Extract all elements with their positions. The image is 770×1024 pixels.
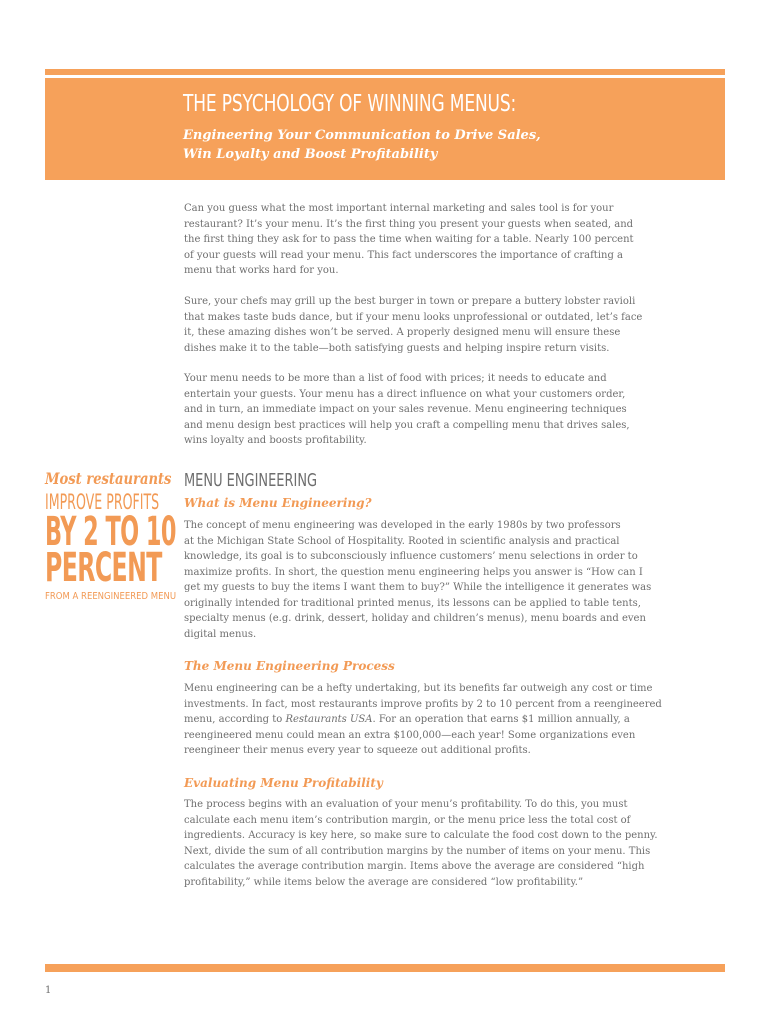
- intro-paragraph-1: [184, 201, 662, 279]
- page-subtitle: [183, 126, 541, 164]
- title-banner: [45, 78, 725, 180]
- text-line: [184, 712, 662, 728]
- text-line: of your guests will read your menu. This fact underscores the importance of crafting a: [184, 249, 623, 261]
- text-line: at the Michigan State School of Hospitality. Rooted in scientific analysis and practical: [184, 535, 620, 547]
- text-line: originally intended for traditional printed menus, its lessons can be applied to table tents,: [184, 597, 641, 609]
- pull-quote-line-2: IMPROVE PROFITS: [45, 490, 160, 514]
- publication-name: Restaurants USA: [285, 714, 373, 725]
- pull-quote-line-5: FROM A REENGINEERED MENU: [45, 591, 177, 602]
- paragraph-process: [184, 681, 662, 759]
- page-number: 1: [45, 985, 52, 996]
- text-line: reengineer their menus every year to squeeze out additional profits.: [184, 745, 531, 756]
- text-line: The concept of menu engineering was developed in the early 1980s by two professors: [184, 520, 621, 531]
- text-line: and in turn, an immediate impact on your sales revenue. Menu engineering techniques: [184, 404, 627, 415]
- text-line: get my guests to buy the items I want them to buy?” While the intelligence it generates was: [184, 582, 652, 593]
- text-line: profitability,” while items below the average are considered “low profitability.”: [184, 876, 584, 888]
- text-line: restaurant? It’s your menu. It’s the first thing you present your guests when seated, and: [184, 218, 634, 230]
- subtitle-line: Engineering Your Communication to Drive Sales,: [183, 128, 541, 143]
- subheading-what-is: What is Menu Engineering?: [184, 496, 372, 510]
- text-line: and menu design best practices will help you craft a compelling menu that drives sales,: [184, 419, 630, 431]
- text-fragment: . For an operation that earns $1 million annually, a: [372, 714, 630, 725]
- text-line: Menu engineering can be a hefty undertaking, but its benefits far outweigh any cost or time: [184, 683, 653, 694]
- text-line: it, these amazing dishes won’t be served. A properly designed menu will ensure these: [184, 327, 621, 338]
- text-line: menu that works hard for you.: [184, 265, 339, 276]
- section-title: MENU ENGINEERING: [184, 470, 318, 491]
- text-line: reengineered menu could mean an extra $100,000—each year! Some organizations even: [184, 729, 636, 741]
- text-line: calculate each menu item’s contribution margin, or the menu price less the total cost of: [184, 814, 631, 826]
- bottom-rule: [45, 964, 725, 972]
- text-line: wins loyalty and boosts profitability.: [184, 435, 367, 446]
- text-line: ingredients. Accuracy is key here, so make sure to calculate the food cost down to the penny.: [184, 830, 658, 841]
- text-line: knowledge, its goal is to subconsciously influence customers’ menu selections in order to: [184, 551, 638, 562]
- text-line: specialty menus (e.g. drink, dessert, holiday and children’s menus), menu boards and even: [184, 613, 646, 624]
- intro-paragraph-2: [184, 294, 662, 356]
- paragraph-evaluating: [184, 797, 662, 890]
- text-line: Can you guess what the most important internal marketing and sales tool is for your: [184, 203, 614, 214]
- text-line: calculates the average contribution margin. Items above the average are considered “high: [184, 861, 645, 872]
- top-rule: [45, 69, 725, 75]
- subtitle-line: Win Loyalty and Boost Profitability: [183, 147, 438, 162]
- text-line: The process begins with an evaluation of your menu’s profitability. To do this, you must: [184, 799, 628, 810]
- text-line: entertain your guests. Your menu has a direct influence on what your customers order,: [184, 388, 626, 400]
- subheading-evaluating: Evaluating Menu Profitability: [184, 776, 383, 790]
- text-fragment: menu, according to: [184, 714, 286, 725]
- text-line: investments. In fact, most restaurants improve profits by 2 to 10 percent from a reengineered: [184, 698, 662, 710]
- pull-quote-line-3: BY 2 TO 10: [45, 509, 176, 555]
- pull-quote-line-1: Most restaurants: [45, 469, 172, 488]
- page-title: THE PSYCHOLOGY OF WINNING MENUS:: [183, 91, 517, 117]
- text-line: dishes make it to the table—both satisfying guests and helping inspire return visits.: [184, 342, 610, 354]
- pull-quote-line-4: PERCENT: [45, 545, 162, 591]
- text-line: digital menus.: [184, 628, 257, 640]
- text-line: Sure, your chefs may grill up the best burger in town or prepare a buttery lobster ravioli: [184, 296, 636, 307]
- text-line: maximize profits. In short, the question menu engineering helps you answer is “How can I: [184, 566, 643, 578]
- text-line: Your menu needs to be more than a list of food with prices; it needs to educate and: [184, 373, 607, 384]
- subheading-process: The Menu Engineering Process: [184, 659, 395, 673]
- intro-paragraph-3: [184, 371, 662, 449]
- text-line: that makes taste buds dance, but if your menu looks unprofessional or outdated, let’s face: [184, 311, 643, 323]
- text-line: Next, divide the sum of all contribution margins by the number of items on your menu. This: [184, 845, 651, 857]
- paragraph-what-is: [184, 518, 662, 642]
- text-line: the first thing they ask for to pass the time when waiting for a table. Nearly 100 percent: [184, 234, 634, 245]
